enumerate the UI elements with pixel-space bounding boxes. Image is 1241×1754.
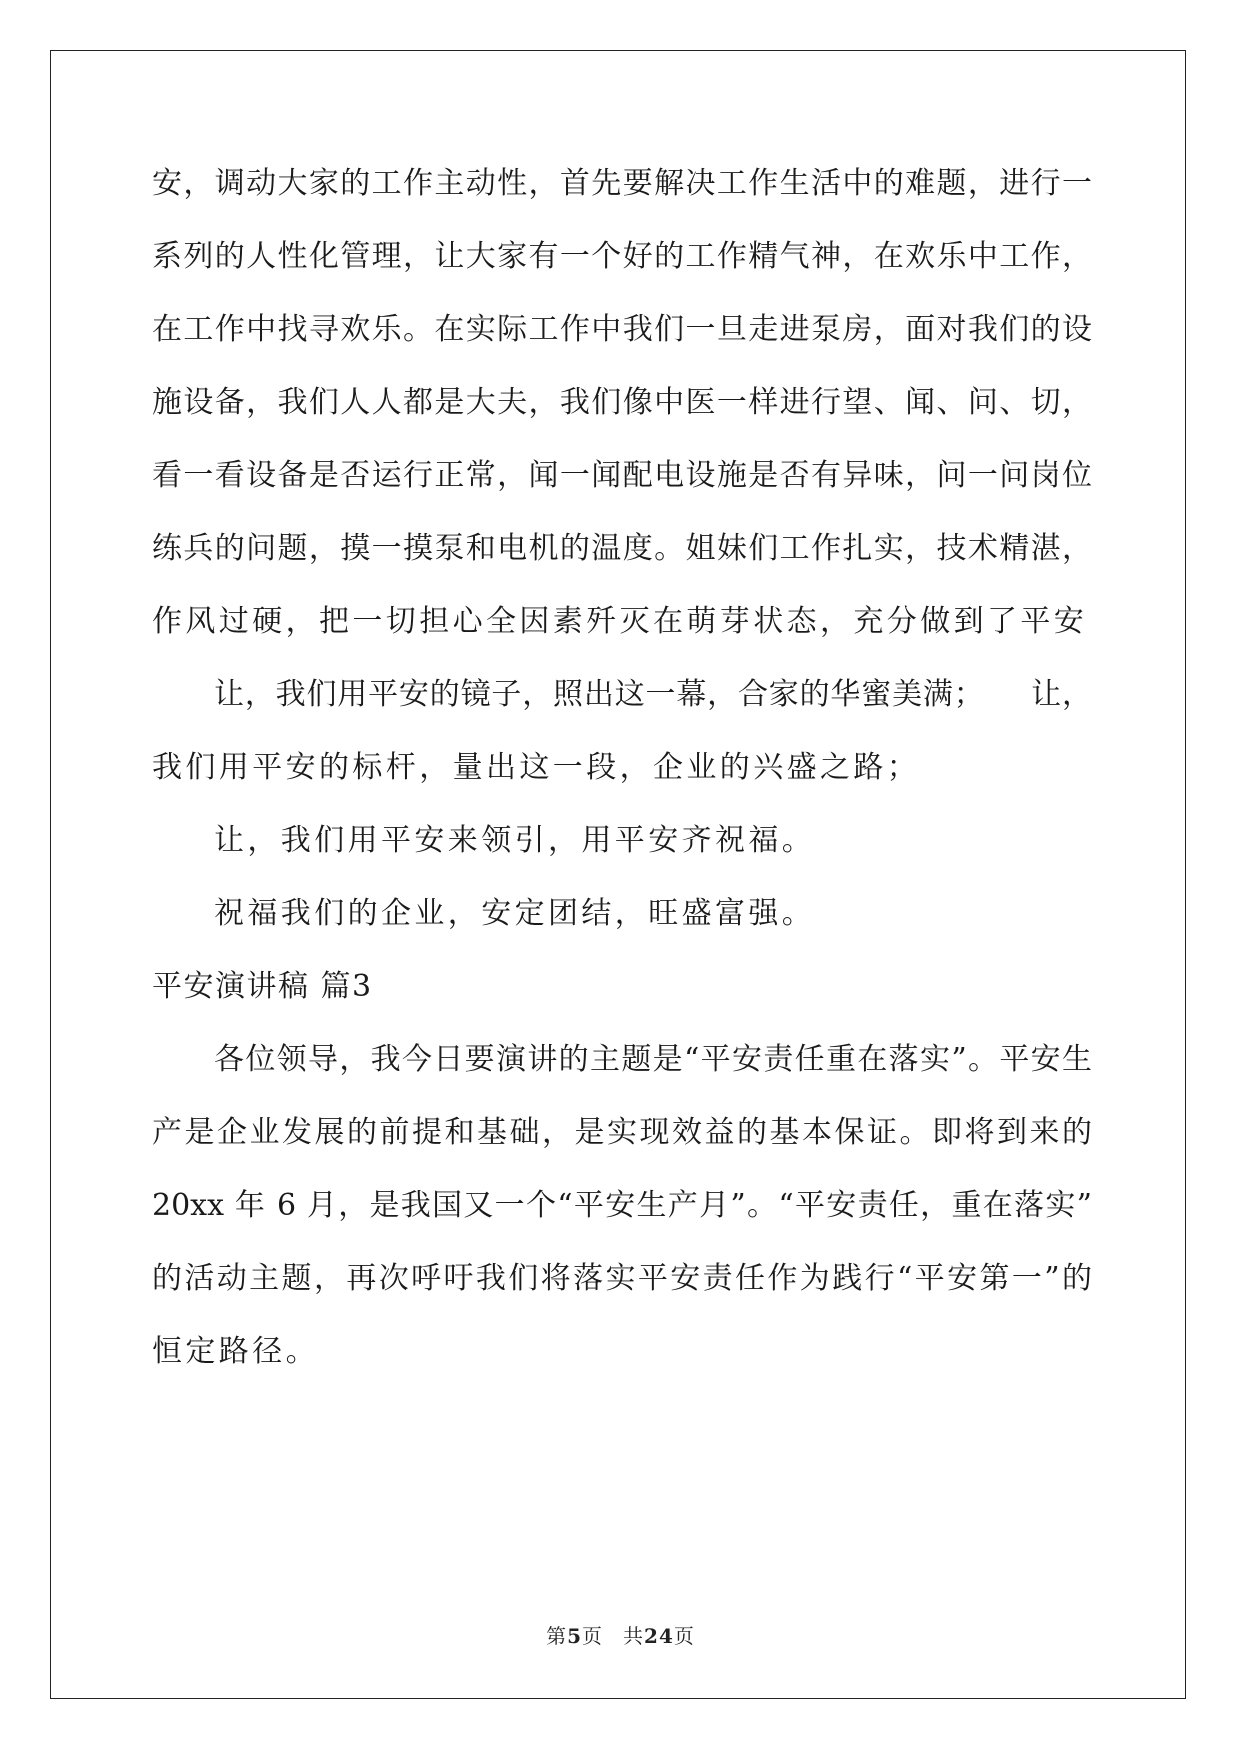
- page-footer: [0, 1623, 1241, 1649]
- footer-prefix: 第: [546, 1624, 568, 1648]
- body-line: 作风过硬，把一切担心全因素歼灭在萌芽状态，充分做到了平安: [152, 604, 1088, 639]
- paragraph-line: 让，我们用平安来领引，用平安齐祝福。: [214, 823, 816, 858]
- body-line: 系列的人性化管理，让大家有一个好的工作精气神，在欢乐中工作，: [152, 239, 1092, 274]
- body-line: 看一看设备是否运行正常，闻一闻配电设施是否有异味，问一问岗位: [152, 458, 1092, 493]
- footer-total-suffix: 页: [673, 1624, 695, 1648]
- body-line: 施设备，我们人人都是大夫，我们像中医一样进行望、闻、问、切，: [152, 385, 1092, 420]
- paragraph-line: 祝福我们的企业，安定团结，旺盛富强。: [214, 896, 816, 931]
- body-line: 在工作中找寻欢乐。在实际工作中我们一旦走进泵房，面对我们的设: [152, 312, 1092, 347]
- body-line: 恒定路径。: [152, 1334, 319, 1369]
- body-line: 练兵的问题，摸一摸泵和电机的温度。姐妹们工作扎实，技术精湛，: [152, 531, 1092, 566]
- body-line: 20xx 年 6 月，是我国又一个“平安生产月”。“平安责任，重在落实”: [152, 1188, 1092, 1223]
- section-heading: 平安演讲稿 篇3: [152, 969, 373, 1004]
- total-page-count: 24: [644, 1624, 674, 1648]
- page-border: [50, 50, 1186, 1699]
- body-line: 我们用平安的标杆，量出这一段，企业的兴盛之路；: [152, 750, 921, 785]
- paragraph-line: 各位领导，我今日要演讲的主题是“平安责任重在落实”。平安生: [214, 1042, 1092, 1077]
- footer-page-suffix: 页: [582, 1624, 604, 1648]
- current-page-number: 5: [567, 1624, 583, 1648]
- paragraph-line: 让，我们用平安的镜子，照出这一幕，合家的华蜜美满； 让，: [214, 677, 1092, 712]
- footer-total-prefix: 共: [623, 1624, 645, 1648]
- body-line: 的活动主题，再次呼吁我们将落实平安责任作为践行“平安第一”的: [152, 1261, 1092, 1296]
- body-line: 安，调动大家的工作主动性，首先要解决工作生活中的难题，进行一: [152, 166, 1092, 201]
- body-line: 产是企业发展的前提和基础，是实现效益的基本保证。即将到来的: [152, 1115, 1092, 1150]
